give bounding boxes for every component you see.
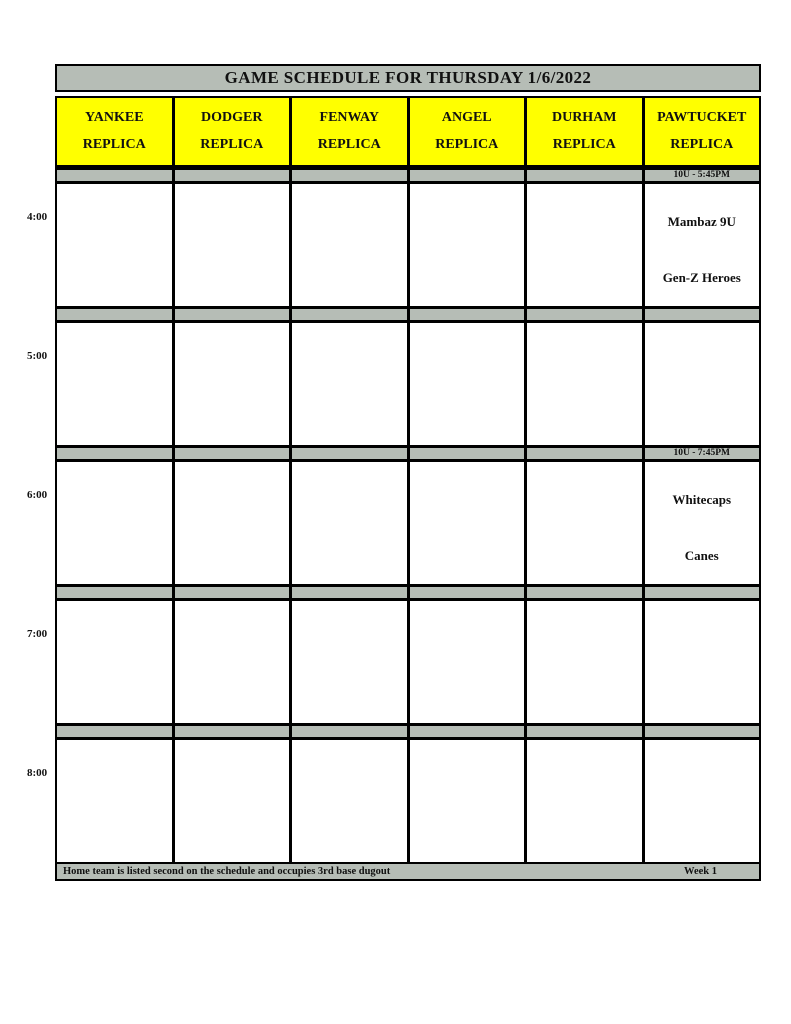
- game-cell: [645, 184, 760, 306]
- game-cell: [645, 740, 760, 862]
- time-label: 4:00: [27, 211, 48, 223]
- field-sub: REPLICA: [670, 137, 734, 152]
- session-label: [57, 587, 172, 598]
- session-strip: [55, 167, 761, 184]
- game-cell: [410, 184, 525, 306]
- game-cell: [527, 601, 642, 723]
- time-label: 8:00: [27, 767, 48, 779]
- session-label: [645, 726, 760, 737]
- time-slot-8pm: [27, 723, 761, 862]
- session-label: [292, 448, 407, 459]
- time-slot-4pm: [27, 167, 761, 306]
- session-label: [527, 170, 642, 181]
- session-label: [645, 587, 760, 598]
- field-header-fenway: [292, 98, 407, 165]
- game-cell: [57, 462, 172, 584]
- session-label: [527, 587, 642, 598]
- games-row: [55, 323, 761, 445]
- session-label: [57, 170, 172, 181]
- field-header-dodger: [175, 98, 290, 165]
- time-slot-5pm: [27, 306, 761, 445]
- field-sub: REPLICA: [200, 137, 264, 152]
- session-label: [175, 309, 290, 320]
- game-cell: [410, 462, 525, 584]
- game-cell: [175, 184, 290, 306]
- session-label: [410, 726, 525, 737]
- game-cell: [410, 601, 525, 723]
- session-label: [645, 309, 760, 320]
- game-cell: [292, 462, 407, 584]
- session-label: [527, 309, 642, 320]
- home-team: Gen-Z Heroes: [662, 270, 741, 285]
- session-label: 10U - 7:45PM: [645, 448, 760, 459]
- games-row: [55, 601, 761, 723]
- game-cell: [645, 323, 760, 445]
- schedule-table: [27, 64, 761, 881]
- field-sub: REPLICA: [435, 137, 499, 152]
- games-row: [55, 462, 761, 584]
- session-label: [175, 726, 290, 737]
- game-cell: [175, 462, 290, 584]
- game-cell: [645, 462, 760, 584]
- session-label: [410, 448, 525, 459]
- game-cell: [410, 740, 525, 862]
- session-label: [57, 726, 172, 737]
- footer-note: Home team is listed second on the schedule and occupies 3rd base dugout: [63, 866, 391, 877]
- session-label: [292, 726, 407, 737]
- session-label: [410, 309, 525, 320]
- field-sub: REPLICA: [552, 137, 616, 152]
- session-label: [292, 587, 407, 598]
- field-header-durham: [527, 98, 642, 165]
- game-cell: [527, 740, 642, 862]
- game-cell: [527, 323, 642, 445]
- game-cell: [292, 323, 407, 445]
- field-name: YANKEE: [84, 110, 144, 125]
- session-strip: [55, 445, 761, 462]
- session-label: [527, 726, 642, 737]
- field-header-row: [55, 96, 761, 167]
- away-team: Mambaz 9U: [667, 214, 736, 229]
- time-label: 5:00: [27, 350, 48, 362]
- session-label: [175, 448, 290, 459]
- games-row: [55, 184, 761, 306]
- session-strip: [55, 584, 761, 601]
- session-label: [410, 170, 525, 181]
- field-name: DODGER: [201, 110, 263, 125]
- field-header-angel: [410, 98, 525, 165]
- game-cell: [292, 601, 407, 723]
- game-cell: [175, 740, 290, 862]
- session-label: [57, 309, 172, 320]
- session-strip: [55, 723, 761, 740]
- field-header-yankee: [57, 98, 172, 165]
- game-cell: [527, 184, 642, 306]
- session-label: [292, 309, 407, 320]
- field-name: DURHAM: [551, 110, 617, 125]
- game-cell: [57, 184, 172, 306]
- game-cell: [292, 184, 407, 306]
- session-label: [527, 448, 642, 459]
- game-cell: [292, 740, 407, 862]
- session-label: [292, 170, 407, 181]
- game-cell: [175, 601, 290, 723]
- game-cell: [645, 601, 760, 723]
- field-sub: REPLICA: [82, 137, 146, 152]
- session-label: [57, 448, 172, 459]
- field-sub: REPLICA: [317, 137, 381, 152]
- game-cell: [527, 462, 642, 584]
- game-cell: [410, 323, 525, 445]
- footer-bar: [55, 862, 761, 881]
- games-row: [55, 740, 761, 862]
- home-team: Canes: [684, 548, 719, 563]
- time-slot-7pm: [27, 584, 761, 723]
- session-label: [175, 587, 290, 598]
- game-cell: [175, 323, 290, 445]
- week-label: Week 1: [684, 866, 717, 877]
- game-cell: [57, 323, 172, 445]
- game-cell: [57, 740, 172, 862]
- game-cell: [57, 601, 172, 723]
- field-name: FENWAY: [319, 110, 379, 125]
- session-label: [175, 170, 290, 181]
- session-label: 10U - 5:45PM: [645, 170, 760, 181]
- session-strip: [55, 306, 761, 323]
- away-team: Whitecaps: [672, 492, 731, 507]
- time-label: 7:00: [27, 628, 48, 640]
- field-name: ANGEL: [441, 110, 492, 125]
- page-title: GAME SCHEDULE FOR THURSDAY 1/6/2022: [55, 64, 761, 92]
- time-slot-6pm: [27, 445, 761, 584]
- field-name: PAWTUCKET: [657, 110, 747, 125]
- session-label: [410, 587, 525, 598]
- field-header-pawtucket: [645, 98, 760, 165]
- time-label: 6:00: [27, 489, 48, 501]
